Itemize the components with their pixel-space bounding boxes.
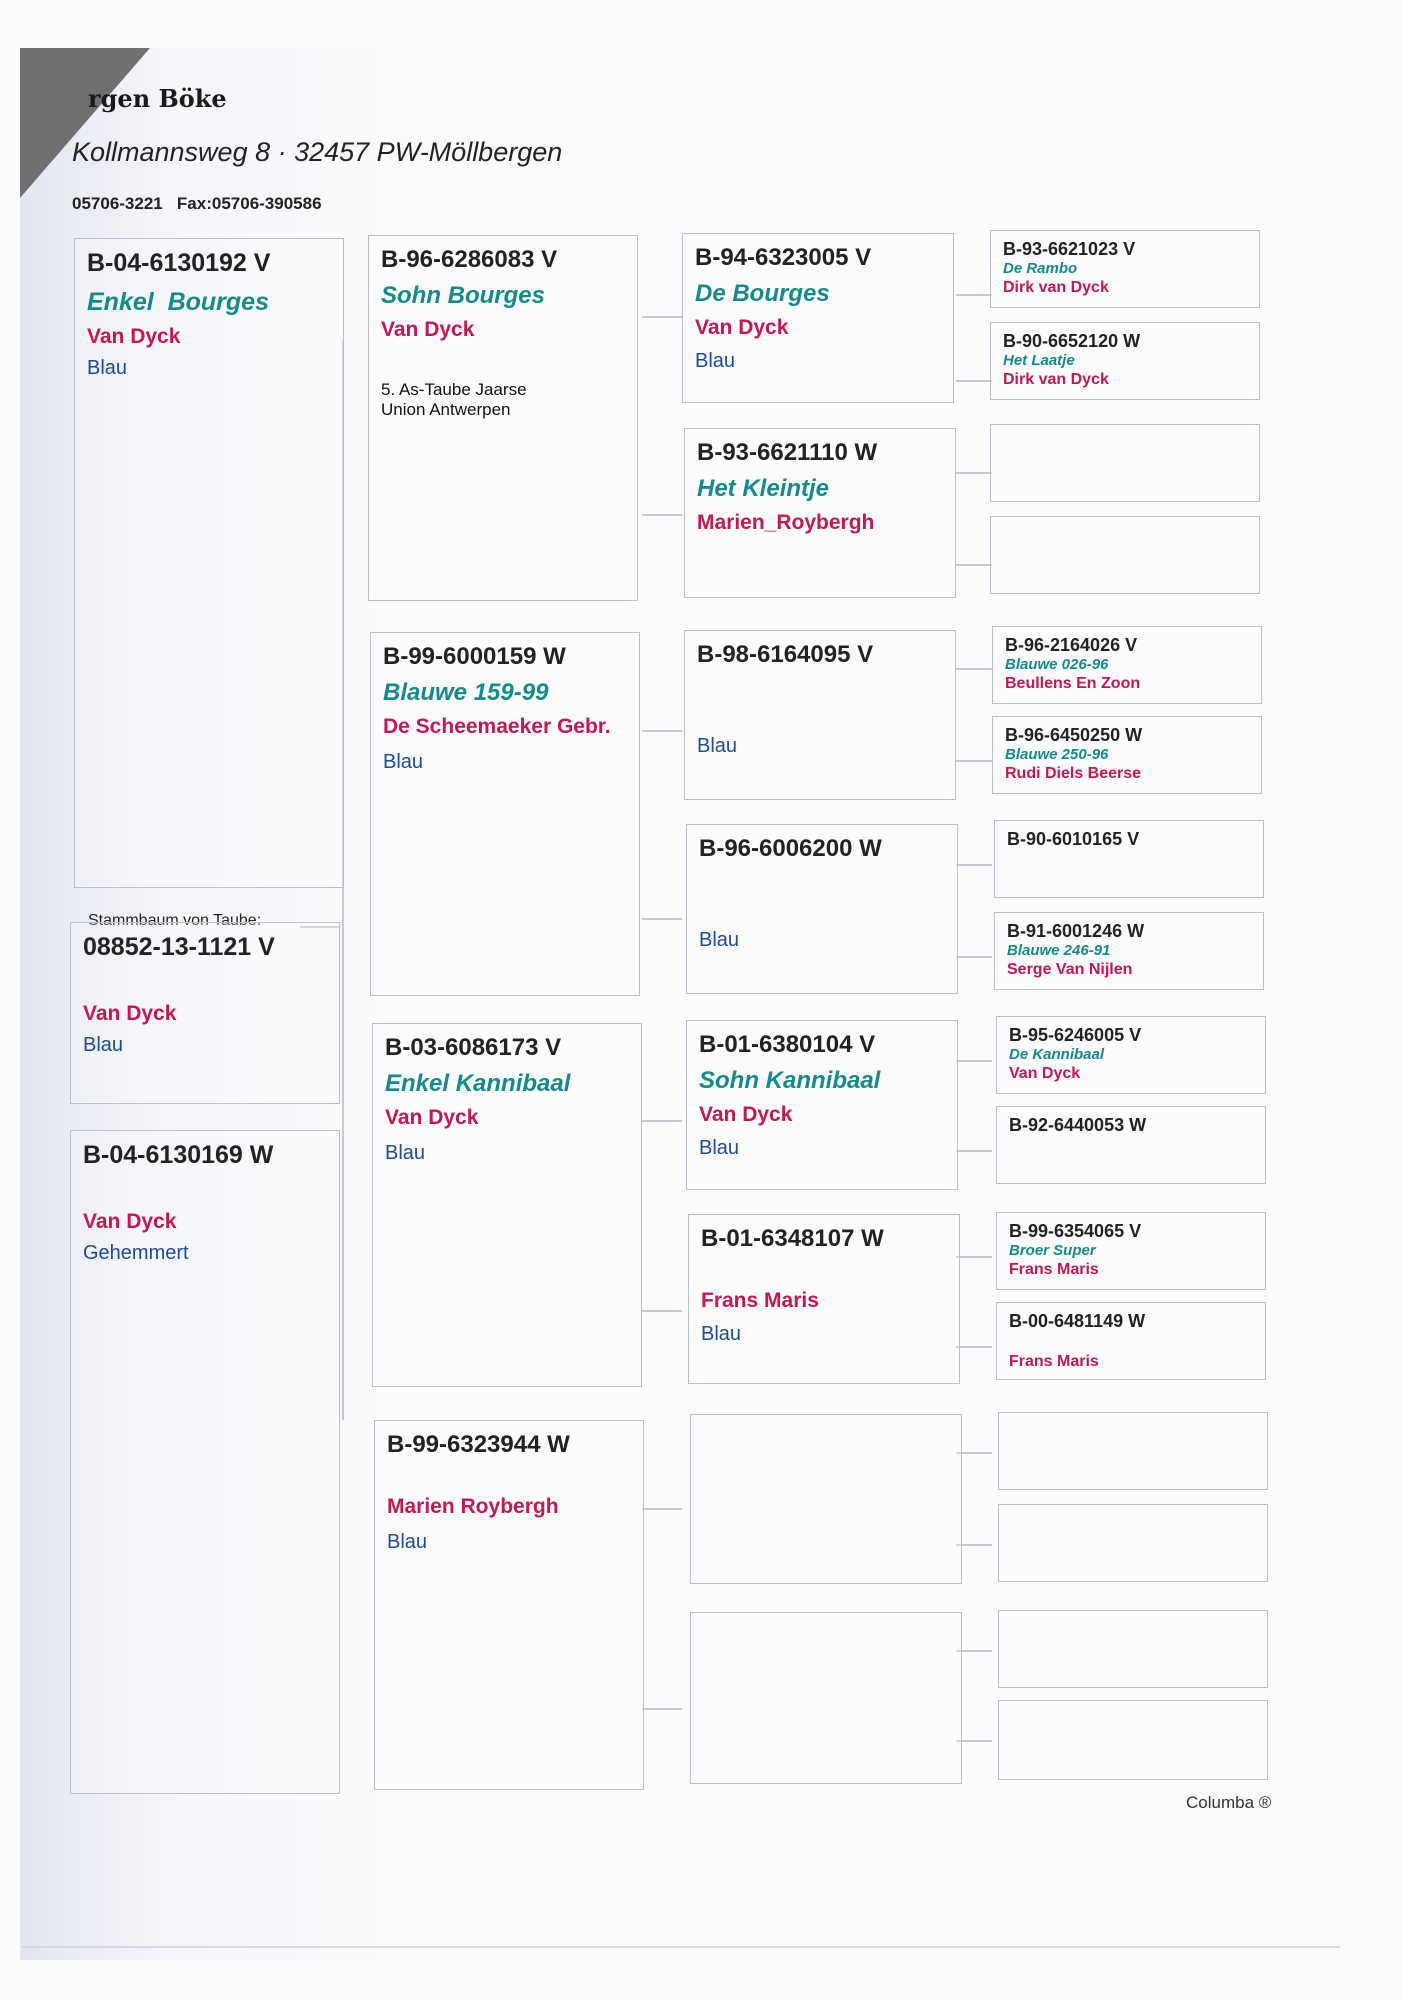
mother-owner: Van Dyck — [83, 1210, 177, 1233]
great-grandparent-mff-card[interactable] — [686, 1020, 958, 1190]
b11-owner: Frans Maris — [1009, 1260, 1099, 1278]
subject-card[interactable] — [70, 922, 340, 1104]
fm-color: Blau — [383, 751, 424, 773]
connector-line — [956, 380, 992, 382]
connector-line — [642, 1310, 682, 1312]
folded-corner — [20, 48, 150, 198]
fmm-ring: B-96-6006200 W — [699, 835, 882, 862]
mfm-ring: B-01-6348107 W — [701, 1225, 884, 1252]
fmf-color: Blau — [697, 735, 738, 757]
mother-card[interactable] — [70, 1130, 340, 1794]
grandparent-mf-card[interactable] — [372, 1023, 642, 1387]
father-ring: B-04-6130192 V — [87, 249, 271, 277]
connector-line — [642, 1708, 682, 1710]
b9-owner: Van Dyck — [1009, 1064, 1081, 1082]
great-grandparent-mmf-card[interactable] — [690, 1414, 962, 1584]
b2-owner: Dirk van Dyck — [1003, 370, 1109, 388]
mf-ring: B-03-6086173 V — [385, 1034, 562, 1061]
breeder-phone: 05706-3221 Fax:05706-390586 — [72, 194, 322, 213]
mf-owner: Van Dyck — [385, 1106, 479, 1129]
connector-line — [956, 864, 992, 866]
b8-owner: Serge Van Nijlen — [1007, 960, 1133, 978]
b9-name: De Kannibaal — [1009, 1046, 1105, 1063]
great-grandparent-mmm-card[interactable] — [690, 1612, 962, 1784]
mff-owner: Van Dyck — [699, 1103, 793, 1126]
fm-ring: B-99-6000159 W — [383, 643, 566, 670]
gen4-card-13[interactable] — [998, 1412, 1268, 1490]
fff-name: De Bourges — [695, 280, 830, 307]
b1-owner: Dirk van Dyck — [1003, 278, 1109, 296]
b1-ring: B-93-6621023 V — [1003, 239, 1136, 259]
grandparent-mm-card[interactable] — [374, 1420, 644, 1790]
subject-ring: 08852-13-1121 V — [83, 933, 275, 961]
gen4-card-8[interactable] — [994, 912, 1264, 990]
b5-name: Blauwe 026-96 — [1005, 656, 1109, 673]
fff-owner: Van Dyck — [695, 316, 789, 339]
gen4-card-16[interactable] — [998, 1700, 1268, 1780]
mm-color: Blau — [387, 1531, 428, 1553]
gen4-card-10[interactable] — [996, 1106, 1266, 1184]
b8-name: Blauwe 246-91 — [1007, 942, 1111, 959]
ffm-name: Het Kleintje — [697, 475, 830, 502]
gen4-card-15[interactable] — [998, 1610, 1268, 1688]
connector-line — [642, 1120, 682, 1122]
gen4-card-2[interactable] — [990, 322, 1260, 400]
mfm-color: Blau — [701, 1323, 742, 1345]
connector-line — [642, 918, 682, 920]
b6-owner: Rudi Diels Beerse — [1005, 764, 1142, 782]
connector-line — [956, 564, 992, 566]
gen4-card-9[interactable] — [996, 1016, 1266, 1094]
connector-line — [642, 730, 682, 732]
b11-ring: B-99-6354065 V — [1009, 1221, 1142, 1241]
breeder-name: rgen Böke — [88, 84, 227, 113]
connector-line — [956, 472, 992, 474]
b1-name: De Rambo — [1003, 260, 1078, 277]
connector-line — [956, 1346, 992, 1348]
connector-line — [956, 760, 992, 762]
fmm-color: Blau — [699, 929, 740, 951]
connector-line — [642, 316, 682, 318]
great-grandparent-fff-card[interactable] — [682, 233, 954, 403]
connector-line — [642, 1508, 682, 1510]
subject-color: Blau — [83, 1034, 124, 1056]
b5-ring: B-96-2164026 V — [1005, 635, 1138, 655]
gen4-card-7[interactable] — [994, 820, 1264, 898]
fmf-ring: B-98-6164095 V — [697, 641, 874, 668]
gen4-card-6[interactable] — [992, 716, 1262, 794]
great-grandparent-ffm-card[interactable] — [684, 428, 956, 598]
fff-color: Blau — [695, 350, 736, 372]
father-card[interactable] — [74, 238, 344, 888]
columba-brand: Columba ® — [1186, 1793, 1272, 1812]
connector-line — [956, 668, 992, 670]
ffm-owner: Marien_Roybergh — [697, 511, 875, 534]
b10-ring: B-92-6440053 W — [1009, 1115, 1147, 1135]
fff-ring: B-94-6323005 V — [695, 244, 872, 271]
connector-line — [956, 294, 992, 296]
ff-achievement-1: 5. As-Taube Jaarse — [381, 380, 527, 399]
b5-owner: Beullens En Zoon — [1005, 674, 1141, 692]
subject-owner: Van Dyck — [83, 1002, 177, 1025]
mm-owner: Marien Roybergh — [387, 1495, 559, 1518]
gen4-card-12[interactable] — [996, 1302, 1266, 1380]
mother-ring: B-04-6130169 W — [83, 1141, 274, 1169]
bottom-divider — [22, 1946, 1340, 1948]
great-grandparent-mfm-card[interactable] — [688, 1214, 960, 1384]
b6-ring: B-96-6450250 W — [1005, 725, 1143, 745]
grandparent-fm-card[interactable] — [370, 632, 640, 996]
gen4-card-14[interactable] — [998, 1504, 1268, 1582]
mff-name: Sohn Kannibaal — [699, 1067, 881, 1094]
ff-name: Sohn Bourges — [381, 282, 546, 309]
mfm-owner: Frans Maris — [701, 1289, 819, 1312]
b12-owner: Frans Maris — [1009, 1353, 1099, 1370]
fm-owner: De Scheemaeker Gebr. — [383, 715, 611, 738]
connector-line — [956, 956, 992, 958]
father-color: Blau — [87, 357, 128, 379]
ff-ring: B-96-6286083 V — [381, 246, 558, 273]
b12-ring: B-00-6481149 W — [1009, 1311, 1146, 1331]
ff-achievement-2: Union Antwerpen — [381, 400, 511, 420]
breeder-address: Kollmannsweg 8 · 32457 PW-Möllbergen — [72, 137, 563, 167]
connector-line — [956, 1060, 992, 1062]
great-grandparent-fmm-card[interactable] — [686, 824, 958, 994]
gen4-card-5[interactable] — [992, 626, 1262, 704]
gen4-card-4[interactable] — [990, 516, 1260, 594]
gen4-card-3[interactable] — [990, 424, 1260, 502]
connector-line — [642, 514, 682, 516]
b2-name: Het Laatje — [1003, 352, 1075, 369]
gen4-card-11[interactable] — [996, 1212, 1266, 1290]
mother-color: Gehemmert — [83, 1242, 189, 1264]
connector-line — [956, 1256, 992, 1258]
connector-line — [956, 1150, 992, 1152]
pedigree-subject-label: Stammbaum von Taube: — [88, 912, 262, 929]
fm-name: Blauwe 159-99 — [383, 679, 549, 706]
mm-ring: B-99-6323944 W — [387, 1431, 570, 1458]
ff-owner: Van Dyck — [381, 318, 475, 341]
b11-name: Broer Super — [1009, 1242, 1096, 1259]
mf-name: Enkel Kannibaal — [385, 1070, 571, 1097]
b6-name: Blauwe 250-96 — [1005, 746, 1109, 763]
mf-color: Blau — [385, 1142, 426, 1164]
b9-ring: B-95-6246005 V — [1009, 1025, 1142, 1045]
b8-ring: B-91-6001246 W — [1007, 921, 1145, 941]
grandparent-ff-card[interactable] — [368, 235, 638, 601]
father-owner: Van Dyck — [87, 325, 181, 348]
mff-ring: B-01-6380104 V — [699, 1031, 876, 1058]
ffm-ring: B-93-6621110 W — [697, 439, 878, 466]
great-grandparent-fmf-card[interactable] — [684, 630, 956, 800]
gen4-card-1[interactable] — [990, 230, 1260, 308]
mff-color: Blau — [699, 1137, 740, 1159]
b7-ring: B-90-6010165 V — [1007, 829, 1140, 849]
father-name: Enkel Bourges — [87, 288, 269, 316]
b2-ring: B-90-6652120 W — [1003, 331, 1141, 351]
